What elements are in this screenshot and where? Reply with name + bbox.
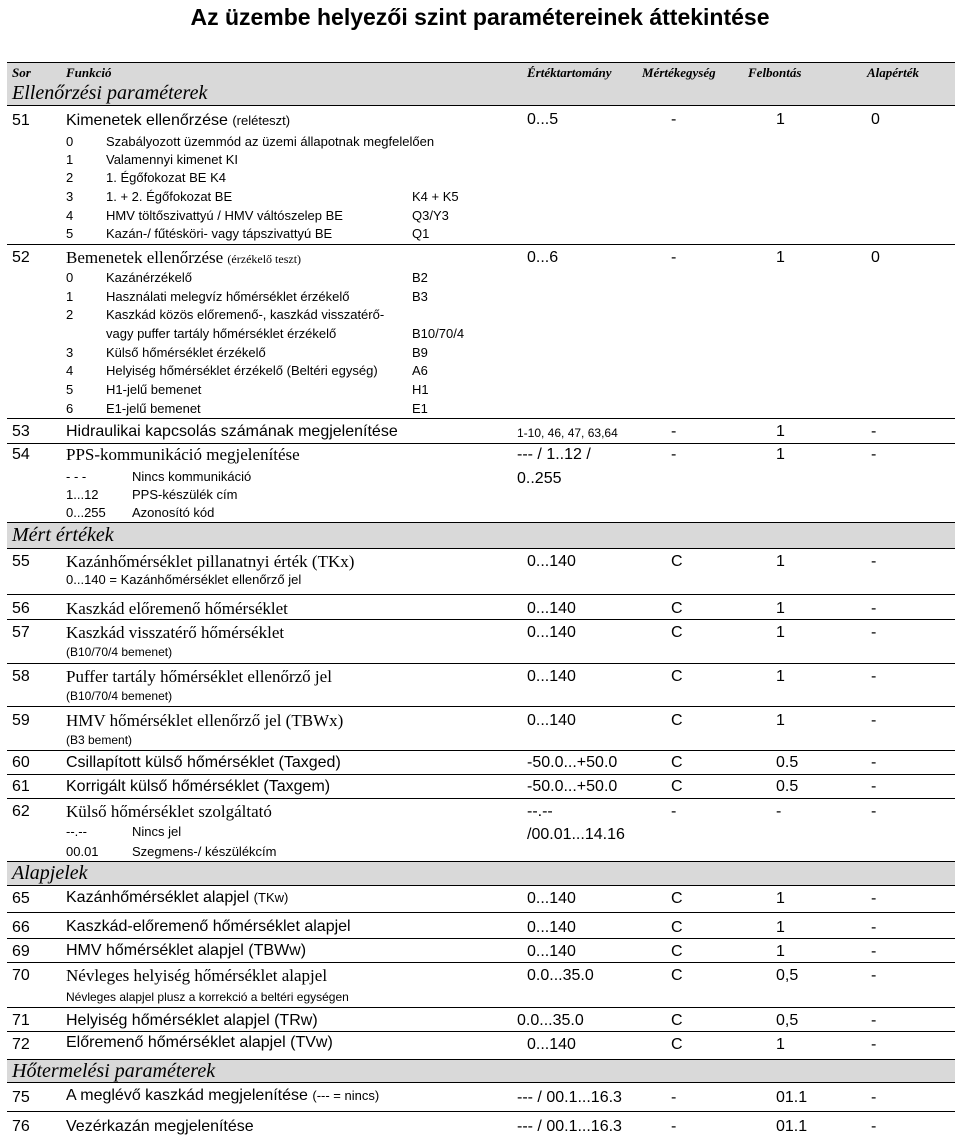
option-code: B10/70/4 <box>412 326 465 341</box>
option-code: Q1 <box>412 226 430 241</box>
row-51-res: 1 <box>776 111 785 128</box>
row-56-sor: 56 <box>12 600 30 617</box>
row-59-def: - <box>871 712 877 729</box>
row-53-funkcio: Hidraulikai kapcsolás számának megjelenítése <box>66 423 398 440</box>
option-key: 3 <box>66 189 74 204</box>
row-divider <box>7 548 955 549</box>
row-76-funkcio: Vezérkazán megjelenítése <box>66 1118 254 1135</box>
row-70-note: Névleges alapjel plusz a korrekció a beltéri egységen <box>66 990 349 1004</box>
row-57-funkcio: Kaszkád visszatérő hőmérséklet <box>66 623 285 642</box>
row-76-sor: 76 <box>12 1118 30 1135</box>
row-58-range: 0...140 <box>527 668 576 685</box>
row-69-funkcio: HMV hőmérséklet alapjel (TBWw) <box>66 942 307 959</box>
option-code: B9 <box>412 345 428 360</box>
row-70-unit: C <box>671 967 683 984</box>
row-52-res: 1 <box>776 249 785 266</box>
header-funkcio: Funkció <box>66 65 112 80</box>
row-61-funkcio: Korrigált külső hőmérséklet (Taxgem) <box>66 778 331 795</box>
row-69-unit: C <box>671 943 683 960</box>
row-55-res: 1 <box>776 553 785 570</box>
row-53-unit: - <box>671 423 677 440</box>
row-65-unit: C <box>671 890 683 907</box>
row-59-unit: C <box>671 712 683 729</box>
row-divider <box>7 774 955 775</box>
row-56-unit: C <box>671 600 683 617</box>
option-key: 6 <box>66 401 74 416</box>
option-code: A6 <box>412 363 428 378</box>
header-top-line <box>7 62 955 63</box>
row-59-funkcio: HMV hőmérséklet ellenőrző jel (TBWx) <box>66 711 344 730</box>
row-56-range: 0...140 <box>527 600 576 617</box>
row-divider <box>7 619 955 620</box>
option-text: Valamennyi kimenet KI <box>106 152 238 167</box>
row-66-unit: C <box>671 919 683 936</box>
row-55-def: - <box>871 553 877 570</box>
row-55-range: 0...140 <box>527 553 576 570</box>
option-key: 1 <box>66 152 74 167</box>
row-65-range: 0...140 <box>527 890 576 907</box>
row-76-range: --- / 00.1...16.3 <box>517 1118 622 1135</box>
row-57-note: (B10/70/4 bemenet) <box>66 645 173 659</box>
row-66-sor: 66 <box>12 919 30 936</box>
row-65-sor: 65 <box>12 890 30 907</box>
option-code: B3 <box>412 289 428 304</box>
row-62-sor: 62 <box>12 803 30 820</box>
row-70-range: 0.0...35.0 <box>527 967 594 984</box>
row-51-def: 0 <box>871 111 880 128</box>
row-divider <box>7 1111 955 1112</box>
option-text: Használati melegvíz hőmérséklet érzékelő <box>106 289 350 304</box>
option-text: Szabályozott üzemmód az üzemi állapotnak megfelelően <box>106 134 435 149</box>
row-54-range: --- / 1..12 / <box>517 446 591 463</box>
row-75-res: 01.1 <box>776 1089 808 1106</box>
row-59-note: (B3 bement) <box>66 733 133 747</box>
row-53-def: - <box>871 423 877 440</box>
header-band <box>7 63 955 81</box>
row-65-def: - <box>871 890 877 907</box>
row-66-def: - <box>871 919 877 936</box>
row-70-sor: 70 <box>12 967 30 984</box>
option-key: 0 <box>66 270 74 285</box>
row-56-funkcio: Kaszkád előremenő hőmérséklet <box>66 599 288 618</box>
row-69-sor: 69 <box>12 943 30 960</box>
header-ertektartomany: Értéktartomány <box>527 65 612 80</box>
row-61-unit: C <box>671 778 683 795</box>
row-75-unit: - <box>671 1089 677 1106</box>
row-62-res: - <box>776 803 782 820</box>
row-66-res: 1 <box>776 919 785 936</box>
row-divider <box>7 522 955 523</box>
row-66-range: 0...140 <box>527 919 576 936</box>
row-59-res: 1 <box>776 712 785 729</box>
row-75-sor: 75 <box>12 1089 30 1106</box>
option-code: Q3/Y3 <box>412 208 449 223</box>
row-72-sor: 72 <box>12 1036 30 1053</box>
row-54-unit: - <box>671 446 677 463</box>
row-58-sor: 58 <box>12 668 30 685</box>
option-text: Kazán-/ fűtésköri- vagy tápszivattyú BE <box>106 226 333 241</box>
option-text: E1-jelű bemenet <box>106 401 201 416</box>
row-72-range: 0...140 <box>527 1036 576 1053</box>
row-58-note: (B10/70/4 bemenet) <box>66 689 173 703</box>
row-71-range: 0.0...35.0 <box>517 1012 584 1029</box>
section-title-ellenorzesi: Ellenőrzési paraméterek <box>12 82 208 104</box>
row-61-res: 0.5 <box>776 778 799 795</box>
option-key: 5 <box>66 382 74 397</box>
row-divider <box>7 105 955 106</box>
row-72-unit: C <box>671 1036 683 1053</box>
row-61-sor: 61 <box>12 778 30 795</box>
option-key: 2 <box>66 170 74 185</box>
row-57-res: 1 <box>776 624 785 641</box>
option-text: Nincs kommunikáció <box>132 469 252 484</box>
section-band-mert <box>7 522 955 548</box>
row-divider <box>7 962 955 963</box>
row-51-range: 0...5 <box>527 111 559 128</box>
row-divider <box>7 443 955 444</box>
row-70-funkcio: Névleges helyiség hőmérséklet alapjel <box>66 966 328 985</box>
section-title-hotermelesi: Hőtermelési paraméterek <box>12 1060 216 1082</box>
option-text: Azonosító kód <box>132 505 215 520</box>
row-54-funkcio: PPS-kommunikáció megjelenítése <box>66 445 300 464</box>
row-54-def: - <box>871 446 877 463</box>
option-key: 1...12 <box>66 487 99 502</box>
row-58-funkcio: Puffer tartály hőmérséklet ellenőrző jel <box>66 667 332 686</box>
row-divider <box>7 1007 955 1008</box>
row-divider <box>7 244 955 245</box>
row-62-def: - <box>871 803 877 820</box>
row-62-range-2: /00.01...14.16 <box>527 826 625 843</box>
row-57-range: 0...140 <box>527 624 576 641</box>
row-70-res: 0,5 <box>776 967 799 984</box>
row-75-range: --- / 00.1...16.3 <box>517 1089 622 1106</box>
row-53-sor: 53 <box>12 423 30 440</box>
row-55-unit: C <box>671 553 683 570</box>
row-54-res: 1 <box>776 446 785 463</box>
option-text: H1-jelű bemenet <box>106 382 202 397</box>
header-sor: Sor <box>12 65 31 80</box>
section-band-alapjelek <box>7 861 955 885</box>
row-58-unit: C <box>671 668 683 685</box>
row-divider <box>7 706 955 707</box>
row-71-def: - <box>871 1012 877 1029</box>
row-divider <box>7 938 955 939</box>
row-65-funkcio: Kazánhőmérséklet alapjel (TKw) <box>66 889 289 906</box>
option-code: B2 <box>412 270 428 285</box>
row-57-sor: 57 <box>12 624 30 641</box>
row-60-range: -50.0...+50.0 <box>527 754 618 771</box>
row-69-res: 1 <box>776 943 785 960</box>
row-51-sor: 51 <box>12 112 30 129</box>
option-key: 4 <box>66 208 74 223</box>
option-text: Szegmens-/ készülékcím <box>132 844 277 859</box>
row-60-unit: C <box>671 754 683 771</box>
row-53-range: 1-10, 46, 47, 63,64 <box>517 426 618 440</box>
row-60-def: - <box>871 754 877 771</box>
option-key: 00.01 <box>66 844 99 859</box>
option-key: 0...255 <box>66 505 106 520</box>
option-key: 1 <box>66 289 74 304</box>
row-57-unit: C <box>671 624 683 641</box>
option-key: 3 <box>66 345 74 360</box>
row-61-def: - <box>871 778 877 795</box>
row-divider <box>7 861 955 862</box>
row-52-sor: 52 <box>12 249 30 266</box>
row-71-res: 0,5 <box>776 1012 799 1029</box>
header-felbontas: Felbontás <box>748 65 802 80</box>
section-title-alapjelek: Alapjelek <box>12 862 88 884</box>
option-text: 1. + 2. Égőfokozat BE <box>106 189 233 204</box>
option-key: - - - <box>66 469 87 484</box>
option-text: Kaszkád közös előremenő-, kaszkád visszatérő- <box>106 307 385 322</box>
row-54-sor: 54 <box>12 446 30 463</box>
row-divider <box>7 912 955 913</box>
row-56-def: - <box>871 600 877 617</box>
row-59-sor: 59 <box>12 712 30 729</box>
row-60-res: 0.5 <box>776 754 799 771</box>
row-61-range: -50.0...+50.0 <box>527 778 618 795</box>
row-divider <box>7 663 955 664</box>
option-code: E1 <box>412 401 428 416</box>
row-divider <box>7 885 955 886</box>
row-71-unit: C <box>671 1012 683 1029</box>
row-69-def: - <box>871 943 877 960</box>
row-55-note: 0...140 = Kazánhőmérséklet ellenőrző jel <box>66 572 302 587</box>
row-52-unit: - <box>671 249 677 266</box>
option-key: 4 <box>66 363 74 378</box>
row-66-funkcio: Kaszkád-előremenő hőmérséklet alapjel <box>66 918 351 935</box>
row-59-range: 0...140 <box>527 712 576 729</box>
row-52-range: 0...6 <box>527 249 559 266</box>
row-75-def: - <box>871 1089 877 1106</box>
header-mertekegyseg: Mértékegység <box>642 65 716 80</box>
option-text: Nincs jel <box>132 824 182 839</box>
row-76-unit: - <box>671 1118 677 1135</box>
option-code: K4 + K5 <box>412 189 459 204</box>
row-58-def: - <box>871 668 877 685</box>
option-text: vagy puffer tartály hőmérséklet érzékelő <box>106 326 337 341</box>
row-divider <box>7 594 955 595</box>
row-76-res: 01.1 <box>776 1118 808 1135</box>
row-divider <box>7 1082 955 1083</box>
row-54-range-2: 0..255 <box>517 470 562 487</box>
row-62-unit: - <box>671 803 677 820</box>
row-divider <box>7 1031 955 1032</box>
row-58-res: 1 <box>776 668 785 685</box>
row-52-def: 0 <box>871 249 880 266</box>
row-65-res: 1 <box>776 890 785 907</box>
row-60-funkcio: Csillapított külső hőmérséklet (Taxged) <box>66 754 341 771</box>
row-71-funkcio: Helyiség hőmérséklet alapjel (TRw) <box>66 1012 318 1029</box>
row-72-res: 1 <box>776 1036 785 1053</box>
option-key: 5 <box>66 226 74 241</box>
row-62-range: --.-- <box>527 803 553 820</box>
page-title: Az üzembe helyezői szint paramétereinek áttekintése <box>190 4 770 30</box>
section-title-mert: Mért értékek <box>12 524 114 546</box>
option-text: Külső hőmérséklet érzékelő <box>106 345 266 360</box>
row-56-res: 1 <box>776 600 785 617</box>
row-51-funkcio: Kimenetek ellenőrzése (reléteszt) <box>66 112 291 129</box>
row-72-funkcio: Előremenő hőmérséklet alapjel (TVw) <box>66 1034 333 1051</box>
row-53-res: 1 <box>776 423 785 440</box>
row-55-funkcio: Kazánhőmérséklet pillanatnyi érték (TKx) <box>66 552 355 571</box>
option-text: Kazánérzékelő <box>106 270 192 285</box>
option-key: 2 <box>66 307 74 322</box>
row-69-range: 0...140 <box>527 943 576 960</box>
row-75-funkcio: A meglévő kaszkád megjelenítése (--- = nincs) <box>66 1087 380 1104</box>
row-72-def: - <box>871 1036 877 1053</box>
row-55-sor: 55 <box>12 553 30 570</box>
row-divider <box>7 750 955 751</box>
option-text: PPS-készülék cím <box>132 487 238 502</box>
row-70-def: - <box>871 967 877 984</box>
row-60-sor: 60 <box>12 754 30 771</box>
row-divider <box>7 418 955 419</box>
row-76-def: - <box>871 1118 877 1135</box>
option-text: 1. Égőfokozat BE K4 <box>106 170 226 185</box>
row-71-sor: 71 <box>12 1012 30 1029</box>
row-57-def: - <box>871 624 877 641</box>
option-text: Helyiség hőmérséklet érzékelő (Beltéri egység) <box>106 363 378 378</box>
option-code: H1 <box>412 382 429 397</box>
row-52-funkcio: Bemenetek ellenőrzése (érzékelő teszt) <box>66 248 302 267</box>
option-text: HMV töltőszivattyú / HMV váltószelep BE <box>106 208 343 223</box>
option-key: --.-- <box>66 824 87 839</box>
header-alapertek: Alapérték <box>867 65 919 80</box>
row-51-unit: - <box>671 111 677 128</box>
row-divider <box>7 798 955 799</box>
option-key: 0 <box>66 134 74 149</box>
row-62-funkcio: Külső hőmérséklet szolgáltató <box>66 802 272 821</box>
